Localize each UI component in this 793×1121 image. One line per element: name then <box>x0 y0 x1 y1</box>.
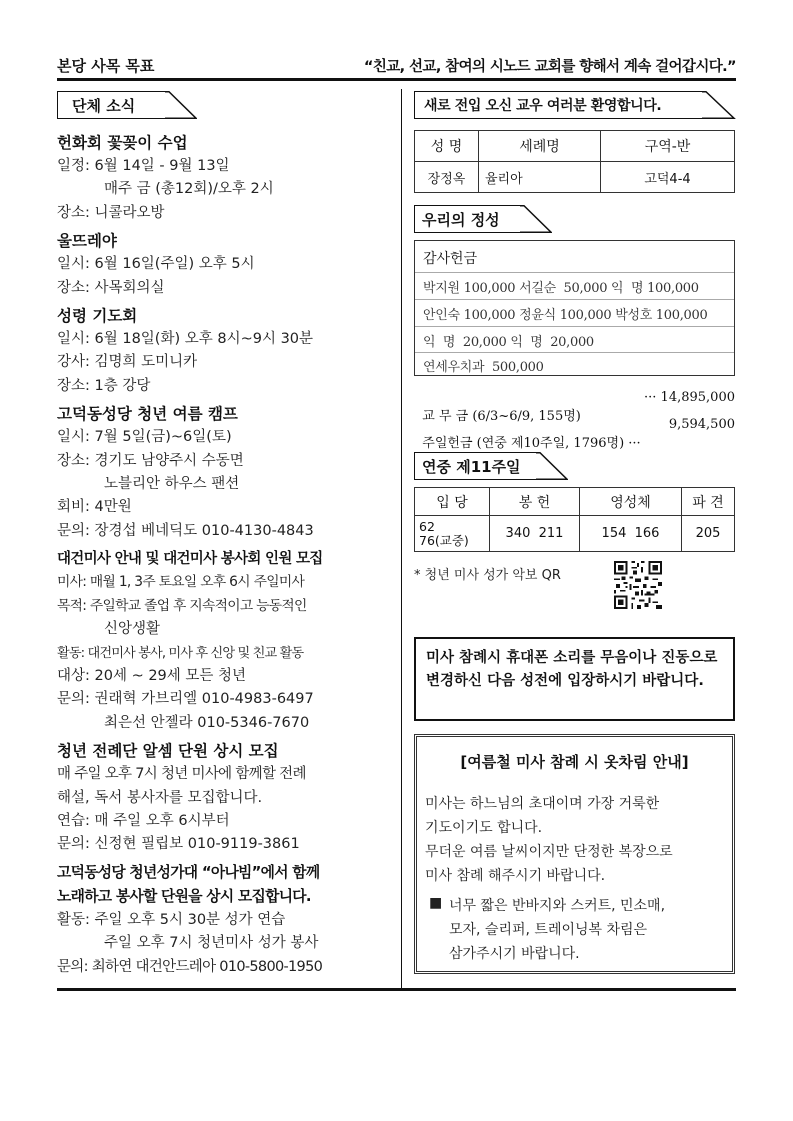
bottom-divider <box>57 988 736 991</box>
dress-code-bullet-line: 삼가주시기 바랍니다. <box>449 946 580 962</box>
newcomers-title: 새로 전입 오신 교우 여러분 환영합니다. <box>424 98 662 114</box>
communion-cell: 154 166 <box>580 516 682 552</box>
dress-code-title: [여름철 미사 참례 시 옷차림 안내] <box>460 753 689 771</box>
offering-row: 안인숙 100,000 정윤식 100,000 박성호 100,000 <box>423 308 708 323</box>
info-line: 활동: 주일 오후 5시 30분 성가 연습 <box>57 911 286 928</box>
section-title: 고덕동성당 청년성가대 “아나빔”에서 함께 <box>57 863 320 881</box>
top-divider <box>57 78 736 81</box>
group-news-content <box>57 127 387 979</box>
info-line: 장소: 경기도 남양주시 수동면 <box>57 452 244 469</box>
sunday-offering-label: 주일헌금 (연중 제10주일, 1796명) ··· <box>422 436 641 451</box>
offering-row: 익 명 20,000 익 명 20,000 <box>423 335 594 350</box>
col-header: 구역-반 <box>601 131 735 162</box>
dress-code-bullet-line: 모자, 슬리퍼, 트레이닝복 차림은 <box>449 922 648 938</box>
dismissal-cell: 205 <box>682 516 735 552</box>
section-title: 헌화회 꽃꽂이 수업 <box>57 134 188 152</box>
church-due-amount: ··· 14,895,000 <box>644 390 735 405</box>
page-header <box>57 52 736 78</box>
info-line: 매주 금 (총12회)/오후 2시 <box>104 181 274 198</box>
info-line: 일시: 6월 18일(화) 오후 8시~9시 30분 <box>57 331 314 348</box>
info-line: 강사: 김명희 도미니카 <box>57 354 198 371</box>
section-title: 울뜨레야 <box>57 232 117 251</box>
info-line: 대상: 20세 ~ 29세 모든 청년 <box>57 667 247 684</box>
phone-silence-notice: 미사 참례시 휴대폰 소리를 무음이나 진동으로 변경하신 다음 성전에 입장하시기 바랍니다. <box>414 637 735 721</box>
attendance-table <box>414 487 735 552</box>
table-row <box>415 516 735 552</box>
thanksgiving-offering-box <box>414 240 735 376</box>
info-line: 일시: 6월 16일(주일) 오후 5시 <box>57 256 255 273</box>
section-title: 청년 전례단 알셈 단원 상시 모집 <box>57 742 279 761</box>
info-line: 장소: 1층 강당 <box>57 377 151 394</box>
table-cell: 장정옥 <box>415 162 479 193</box>
group-news-title: 단체 소식 <box>72 97 136 115</box>
parish-goal-motto: “친교, 선교, 참여의 시노드 교회를 향해서 계속 걸어갑시다.” <box>363 59 736 75</box>
info-line: 목적: 주일학교 졸업 후 지속적이고 능동적인 <box>57 597 307 614</box>
table-row <box>415 162 735 193</box>
col-header: 파 견 <box>682 488 735 516</box>
info-line: 장소: 사목회의실 <box>57 279 165 296</box>
table-cell: 율리아 <box>479 162 601 193</box>
section-title: 성령 기도회 <box>57 307 138 326</box>
dress-code-bullet-line: 너무 짧은 반바지와 스커트, 민소매, <box>449 898 666 914</box>
dress-code-line: 무더운 여름 날씨이지만 단정한 복장으로 <box>425 844 673 860</box>
info-line: 해설, 독서 봉사자를 모집합니다. <box>57 789 263 806</box>
offering-row: 박지원 100,000 서길순 50,000 익 명 100,000 <box>423 281 699 296</box>
summer-dress-code-notice <box>414 734 735 974</box>
info-line: 매 주일 오후 7시 청년 미사에 함께할 전례 <box>57 766 306 783</box>
church-due-label: 교 무 금 (6/3~6/9, 155명) <box>422 409 581 424</box>
table-cell: 고덕4-4 <box>601 162 735 193</box>
parish-goal-label: 본당 사목 목표 <box>57 57 155 75</box>
info-line: 문의: 장경섭 베네딕도 010-4130-4843 <box>57 522 314 539</box>
section-title-continued: 노래하고 봉사할 단원을 상시 모집합니다. <box>57 887 311 905</box>
info-line: 연습: 매 주일 오후 6시부터 <box>57 812 230 829</box>
thanksgiving-offering-title: 감사헌금 <box>423 251 478 267</box>
info-line: 신앙생활 <box>104 621 161 638</box>
bullet-icon: ■ <box>429 895 443 911</box>
col-header: 영성체 <box>580 488 682 516</box>
col-header: 성 명 <box>415 131 479 162</box>
info-line: 일시: 7월 5일(금)~6일(토) <box>57 429 232 446</box>
section-title: 고덕동성당 청년 여름 캠프 <box>57 405 238 424</box>
sunday-offering-amount: 9,594,500 <box>668 417 735 432</box>
offering-title: 우리의 정성 <box>422 211 500 229</box>
col-header: 봉 헌 <box>490 488 580 516</box>
dress-code-line: 미사 참례 해주시기 바랍니다. <box>425 868 606 884</box>
entrance-count-main: 76(교중) <box>419 532 469 548</box>
offering-row: 연세우치과 500,000 <box>423 360 544 375</box>
info-line: 장소: 니콜라오방 <box>57 204 165 221</box>
offering-cell: 340 211 <box>490 516 580 552</box>
col-header: 입 당 <box>415 488 490 516</box>
info-line: 회비: 4만원 <box>57 499 132 516</box>
info-line: 최은선 안젤라 010-5346-7670 <box>104 714 310 731</box>
qr-note: * 청년 미사 성가 악보 QR <box>414 568 561 583</box>
col-header: 세례명 <box>479 131 601 162</box>
info-line: 활동: 대건미사 봉사, 미사 후 신앙 및 친교 활동 <box>57 645 304 661</box>
info-line: 노블리안 하우스 팬션 <box>104 476 240 493</box>
info-line: 일정: 6월 14일 - 9월 13일 <box>57 158 230 174</box>
entrance-count: 62 <box>419 518 435 534</box>
qr-code-icon[interactable] <box>613 561 663 609</box>
column-divider <box>401 89 402 988</box>
newcomers-table <box>414 130 735 193</box>
dress-code-line: 미사는 하느님의 초대이며 가장 거룩한 <box>425 796 660 812</box>
section-title: 대건미사 안내 및 대건미사 봉사회 인원 모집 <box>57 551 323 568</box>
entrance-cell <box>415 516 490 552</box>
info-line: 미사: 매월 1, 3주 토요일 오후 6시 주일미사 <box>57 574 305 591</box>
info-line: 문의: 최하연 대건안드레아 010-5800-1950 <box>57 958 323 975</box>
info-line: 문의: 신정현 필립보 010-9119-3861 <box>57 836 300 853</box>
info-line: 주일 오후 7시 청년미사 성가 봉사 <box>104 935 319 952</box>
info-line: 문의: 권래혁 가브리엘 010-4983-6497 <box>57 691 314 708</box>
attendance-title: 연중 제11주일 <box>422 458 521 476</box>
dress-code-line: 기도이기도 합니다. <box>425 820 543 836</box>
